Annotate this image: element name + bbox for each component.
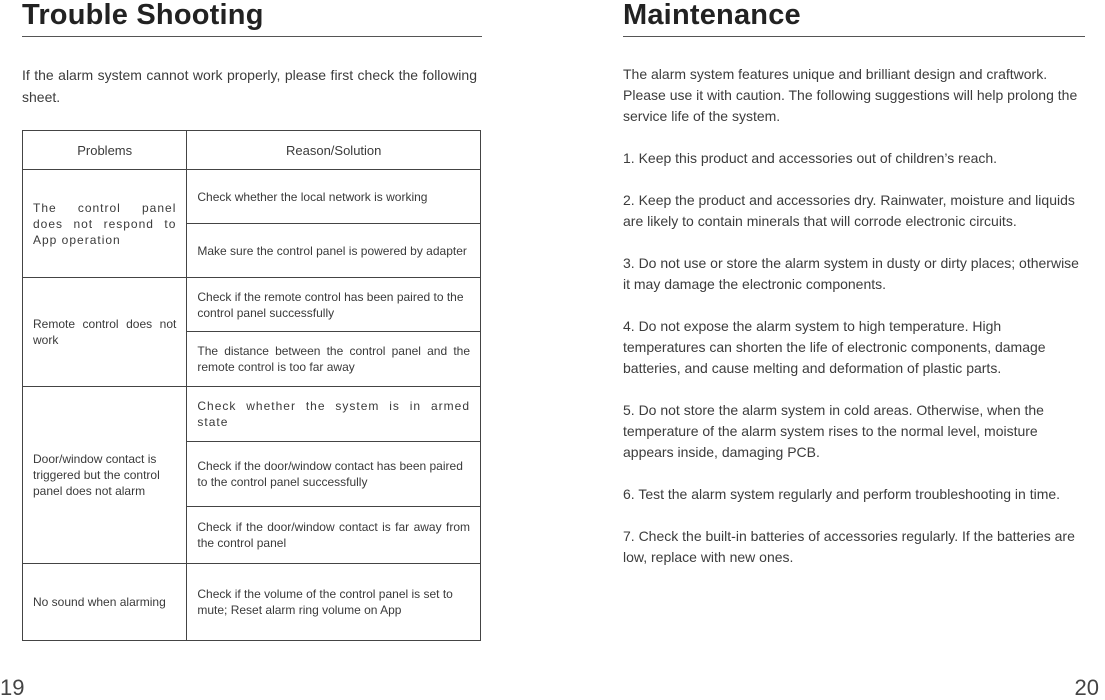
- maintenance-item: 7. Check the built-in batteries of accessories regularly. If the batteries are low, replace with new ones.: [623, 528, 1075, 565]
- page-number-right: 20: [1074, 675, 1099, 700]
- title-divider: [623, 36, 1085, 37]
- title-divider: [22, 36, 482, 37]
- maintenance-item: 5. Do not store the alarm system in cold areas. Otherwise, when the temperature of the alarm system rises to the normal level, moisture appears inside, damaging PCB.: [623, 402, 1044, 460]
- solution-cell: Check if the volume of the control panel is set to mute; Reset alarm ring volume on App: [187, 564, 481, 641]
- problem-cell: No sound when alarming: [23, 564, 187, 641]
- table-header-row: [23, 131, 481, 170]
- maintenance-item: 3. Do not use or store the alarm system in dusty or dirty places; otherwise it may damage the electronic components.: [623, 255, 1079, 292]
- problem-cell: The control panel does not respond to App operation: [23, 170, 187, 278]
- table-row: [23, 387, 481, 442]
- table-row: [23, 564, 481, 641]
- troubleshooting-page: [22, 0, 482, 700]
- problem-cell: Remote control does not work: [23, 278, 187, 387]
- problem-cell: Door/window contact is triggered but the control panel does not alarm: [23, 387, 187, 564]
- solution-cell: The distance between the control panel and the remote control is too far away: [187, 332, 481, 387]
- header-problems: Problems: [23, 131, 187, 170]
- troubleshooting-table: [22, 130, 481, 641]
- troubleshooting-intro: If the alarm system cannot work properly, please first check the following sheet.: [22, 67, 477, 105]
- maintenance-paragraph: The alarm system features unique and brilliant design and craftwork. Please use it with caution. The following suggestions will help prolong the service life of the system.: [623, 66, 1078, 124]
- page-number-left: 19: [0, 675, 25, 700]
- maintenance-body: [623, 64, 1083, 568]
- maintenance-title: Maintenance: [623, 0, 801, 31]
- table-row: [23, 278, 481, 332]
- maintenance-page: [623, 0, 1085, 700]
- solution-cell: Check if the door/window contact has been paired to the control panel successfully: [187, 442, 481, 507]
- maintenance-item: 1. Keep this product and accessories out of children’s reach.: [623, 150, 998, 166]
- solution-cell: Check if the door/window contact is far away from the control panel: [187, 507, 481, 564]
- troubleshooting-title: Trouble Shooting: [22, 0, 264, 31]
- maintenance-item: 2. Keep the product and accessories dry. Rainwater, moisture and liquids are likely to contain minerals that will corrode electronic circuits.: [623, 192, 1075, 229]
- solution-cell: Check whether the local network is working: [187, 170, 481, 224]
- header-reason-solution: Reason/Solution: [187, 131, 481, 170]
- solution-cell: Check if the remote control has been paired to the control panel successfully: [187, 278, 481, 332]
- solution-cell: Check whether the system is in armed state: [187, 387, 481, 442]
- table-row: [23, 170, 481, 224]
- solution-cell: Make sure the control panel is powered by adapter: [187, 224, 481, 278]
- maintenance-item: 4. Do not expose the alarm system to high temperature. High temperatures can shorten the life of electronic components, damage batteries, and cause melting and deformation of plastic parts.: [623, 318, 1046, 376]
- maintenance-item: 6. Test the alarm system regularly and perform troubleshooting in time.: [623, 486, 1061, 502]
